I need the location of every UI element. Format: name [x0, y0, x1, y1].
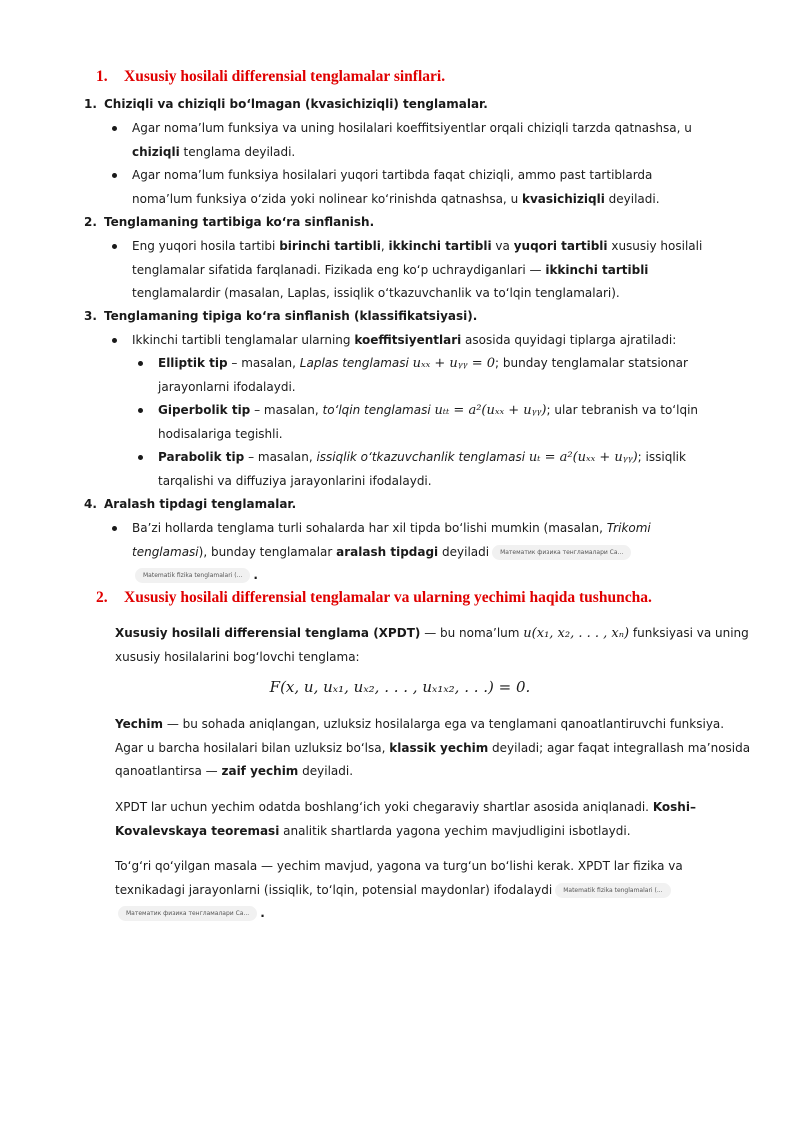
list-item-4: 4. Aralash tipdagi tenglamalar. — [84, 497, 297, 511]
section-1-title: 1. Xususiy hosilali differensial tenglamalar sinflari. — [96, 68, 446, 85]
sub-bullet-parabolik: Parabolik tip – masalan, issiqlik o‘tkazuvchanlik tenglamasi uₜ = a²(uₓₓ + uᵧᵧ); issiqlik tarqalishi va diffuziya jarayonlarini ifodalaydi. — [138, 446, 708, 493]
source-chip[interactable]: Matematik fizika tenglamalari (... — [135, 568, 250, 583]
bullet-chiziqli: Agar noma’lum funksiya va uning hosilalari koeffitsiyentlar orqali chiziqli tarzda qatnashsa, u chiziqli tenglama deyiladi. — [112, 117, 712, 164]
list-item-1: 1. Chiziqli va chiziqli bo‘lmagan (kvasichiziqli) tenglamalar. — [84, 97, 488, 111]
section-2-title: 2. Xususiy hosilali differensial tenglamalar va ularning yechimi haqida tushuncha. — [96, 589, 652, 606]
bullet-koeffitsiyent: Ikkinchi tartibli tenglamalar ularning koeffitsiyentlari asosida quyidagi tiplarga ajratiladi: — [112, 329, 712, 353]
source-chip[interactable]: Математик физика тенгламалари Ca... — [118, 906, 257, 921]
paragraph-koshi: XPDT lar uchun yechim odatda boshlang‘ich yoki chegaraviy shartlar asosida aniqlanadi. Koshi–Kovalevskaya teoremasi analitik shartlarda yagona yechim mavjudligini isbotlaydi. — [115, 800, 696, 838]
bullet-kvasichiziqli: Agar noma’lum funksiya hosilalari yuqori tartibda faqat chiziqli, ammo past tartiblarda noma’lum funksiya o‘zida yoki nolinear ko‘rinishda qatnashsa, u kvasichiziqli deyiladi. — [112, 164, 712, 211]
paragraph-masala: To‘g‘ri qo‘yilgan masala — yechim mavjud, yagona va turg‘un bo‘lishi kerak. XPDT lar fizika va texnikadagi jarayonlarni (issiqlik, to‘lqin, potensial maydonlar) ifodalaydi Matematik fizika tenglamalari (...Математик физика тенгламалари Ca... . — [115, 859, 683, 920]
sub-bullet-elliptik: Elliptik tip – masalan, Laplas tenglamasi uₓₓ + uᵧᵧ = 0; bunday tenglamalar statsionar jarayonlarni ifodalaydi. — [138, 352, 708, 399]
bullet-tartib: Eng yuqori hosila tartibi birinchi tartibli, ikkinchi tartibli va yuqori tartibli xususiy hosilali tenglamalar sifatida farqlanadi. Fizikada eng ko‘p uchraydiganlari — ikkinchi tartibli tenglamalardir (masalan, Laplas, issiqlik o‘tkazuvchanlik va to‘lqin tenglamalari). — [112, 235, 712, 306]
main-equation: F(x, u, uₓ₁, uₓ₂, . . . , uₓ₁ₓ₂, . . .) = 0. — [269, 678, 531, 696]
source-chip[interactable]: Математик физика тенгламалари Ca... — [492, 545, 631, 560]
paragraph-yechim: Yechim — bu sohada aniqlangan, uzluksiz hosilalarga ega va tenglamani qanoatlantiruvchi funksiya. Agar u barcha hosilalari bilan uzluksiz bo‘lsa, klassik yechim deyiladi; agar faqat integrallash ma’nosida qanoatlantirsa — zaif yechim deyiladi. — [115, 717, 751, 778]
bullet-aralash: Ba’zi hollarda tenglama turli sohalarda har xil tipda bo‘lishi mumkin (masalan, Trikomi tenglamasi), bunday tenglamalar aralash tipdagi deyiladi Математик физика тенгламалари Ca...Matematik fizika tenglamalari (... . — [112, 517, 712, 588]
source-chip[interactable]: Matematik fizika tenglamalari (... — [555, 883, 670, 898]
sub-bullet-giperbolik: Giperbolik tip – masalan, to‘lqin tenglamasi uₜₜ = a²(uₓₓ + uᵧᵧ); ular tebranish va to‘lqin hodisalariga tegishli. — [138, 399, 708, 446]
list-item-3: 3. Tenglamaning tipiga ko‘ra sinflanish (klassifikatsiyasi). — [84, 309, 478, 323]
list-item-2: 2. Tenglamaning tartibiga ko‘ra sinflanish. — [84, 215, 375, 229]
paragraph-definition: Xususiy hosilali differensial tenglama (XPDT) — bu noma’lum u(x₁, x₂, . . . , xₙ) funksiyasi va uning xususiy hosilalarini bog‘lovchi tenglama: — [115, 626, 749, 664]
